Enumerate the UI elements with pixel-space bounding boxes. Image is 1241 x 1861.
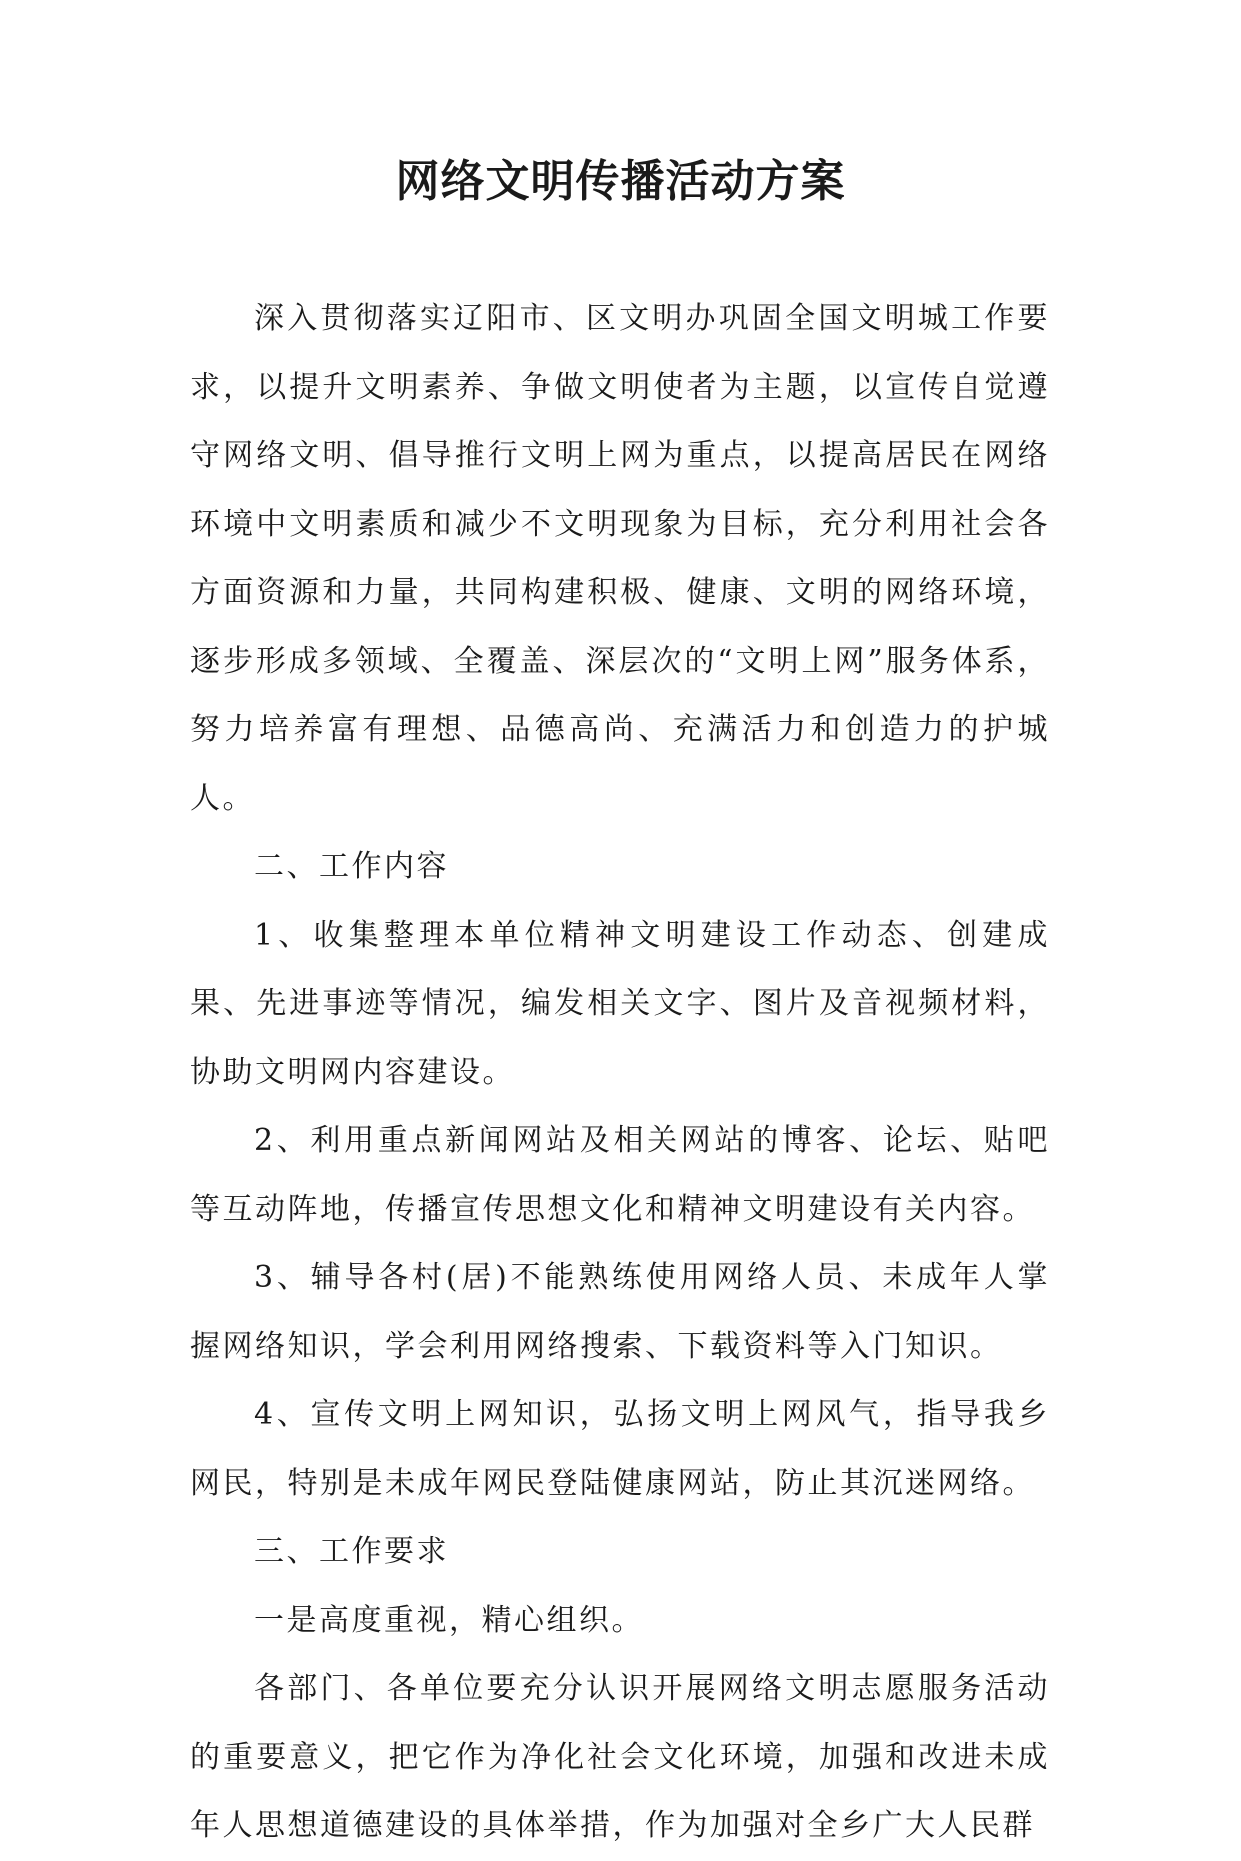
document-title: 网络文明传播活动方案 [395,156,846,207]
requirement-heading-1: 一是高度重视，精心组织。 [254,1602,644,1638]
section-heading-work-content: 二、工作内容 [254,849,449,884]
requirement-paragraph-1: 各部门、各单位要充分认识开展网络文明志愿服务活动的重要意义，把它作为净化社会文化环境，加强和改进未成年人思想道德建设的具体举措，作为加强对全乡广大人民群 [190,1671,1050,1843]
section-heading-work-requirements: 三、工作要求 [254,1534,449,1569]
work-item-4: 4、宣传文明上网知识，弘扬文明上网风气，指导我乡网民，特别是未成年网民登陆健康网站，防止其沉迷网络。 [190,1397,1050,1501]
work-item-1: 1、收集整理本单位精神文明建设工作动态、创建成果、先进事迹等情况，编发相关文字、图片及音视频材料，协助文明网内容建设。 [190,917,1050,1090]
document-body [190,285,1050,1861]
intro-paragraph: 深入贯彻落实辽阳市、区文明办巩固全国文明城工作要求，以提升文明素养、争做文明使者为主题，以宣传自觉遵守网络文明、倡导推行文明上网为重点，以提高居民在网络环境中文明素质和减少不文明现象为目标，充分利用社会各方面资源和力量，共同构建积极、健康、文明的网络环境，逐步形成多领域、全覆盖、深层次的“文明上网”服务体系，努力培养富有理想、品德高尚、充满活力和创造力的护城人。 [190,301,1050,816]
work-item-2: 2、利用重点新闻网站及相关网站的博客、论坛、贴吧等互动阵地，传播宣传思想文化和精神文明建设有关内容。 [190,1123,1050,1227]
work-item-3: 3、辅导各村(居)不能熟练使用网络人员、未成年人掌握网络知识，学会利用网络搜索、下载资料等入门知识。 [190,1260,1050,1364]
